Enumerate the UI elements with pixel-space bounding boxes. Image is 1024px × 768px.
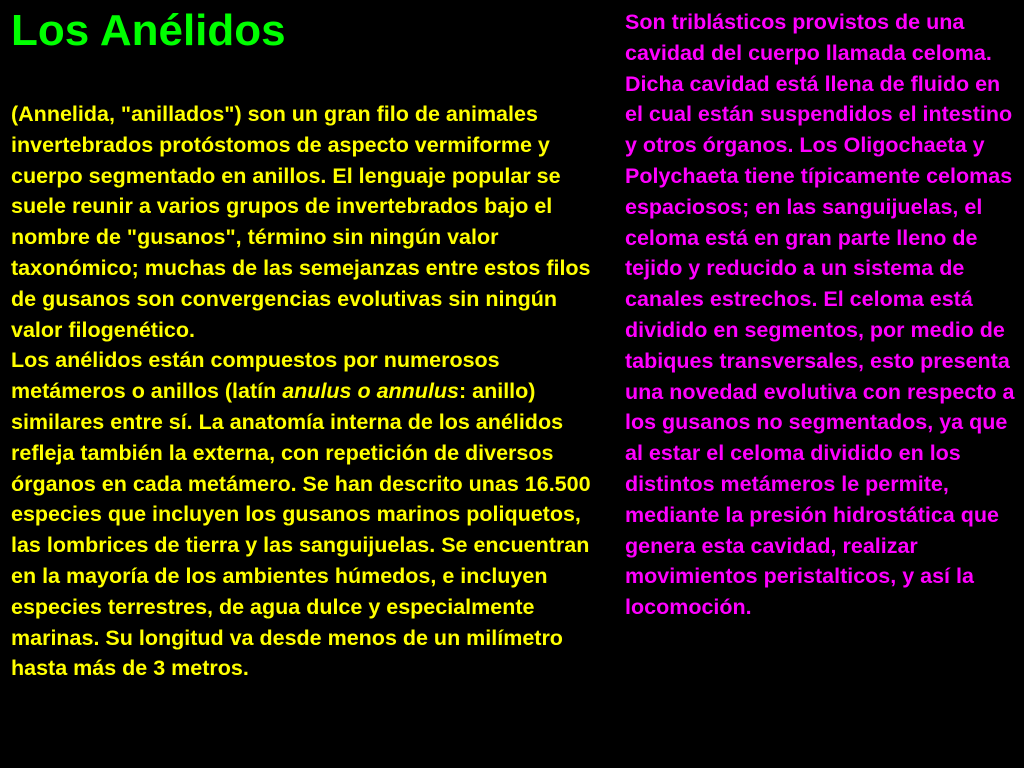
left-text-column xyxy=(11,99,601,684)
anatomy-text-end: : anillo) similares entre sí. La anatomía interna de los anélidos refleja también la externa, con repetición de diversos órganos en cada metámero. Se han descrito unas 16.500 especies que incluyen los gusanos marinos poliquetos, las lombrices de tierra y las sanguijuelas. Se encuentran en la mayoría de los ambientes húmedos, e incluyen especies terrestres, de agua dulce y especialmente marinas. Su longitud va desde menos de un milímetro hasta más de 3 metros. xyxy=(11,379,591,681)
anatomy-paragraph xyxy=(11,345,601,684)
intro-paragraph: (Annelida, "anillados") son un gran filo de animales invertebrados protóstomos de aspecto vermiforme y cuerpo segmentado en anillos. El lenguaje popular se suele reunir a varios grupos de invertebrados bajo el nombre de "gusanos", término sin ningún valor taxonómico; muchas de las semejanzas entre estos filos de gusanos son convergencias evolutivas sin ningún valor filogenético. xyxy=(11,102,591,342)
page-title: Los Anélidos xyxy=(11,6,286,55)
anatomy-text-start: Los anélidos están compuestos por numerosos metámeros o anillos (latín xyxy=(11,348,500,404)
right-text-column xyxy=(625,7,1021,623)
celoma-paragraph: Son triblásticos provistos de una cavidad del cuerpo llamada celoma. Dicha cavidad está llena de fluido en el cual están suspendidos el intestino y otros órganos. Los Oligochaeta y Polychaeta tiene típicamente celomas espaciosos; en las sanguijuelas, el celoma está en gran parte lleno de tejido y reducido a un sistema de canales estrechos. El celoma está dividido en segmentos, por medio de tabiques transversales, esto presenta una novedad evolutiva con respecto a los gusanos no segmentados, ya que al estar el celoma dividido en los distintos metámeros le permite, mediante la presión hidrostática que genera esta cavidad, realizar movimientos peristalticos, y así la locomoción. xyxy=(625,10,1015,620)
latin-term: anulus o annulus xyxy=(282,379,460,404)
